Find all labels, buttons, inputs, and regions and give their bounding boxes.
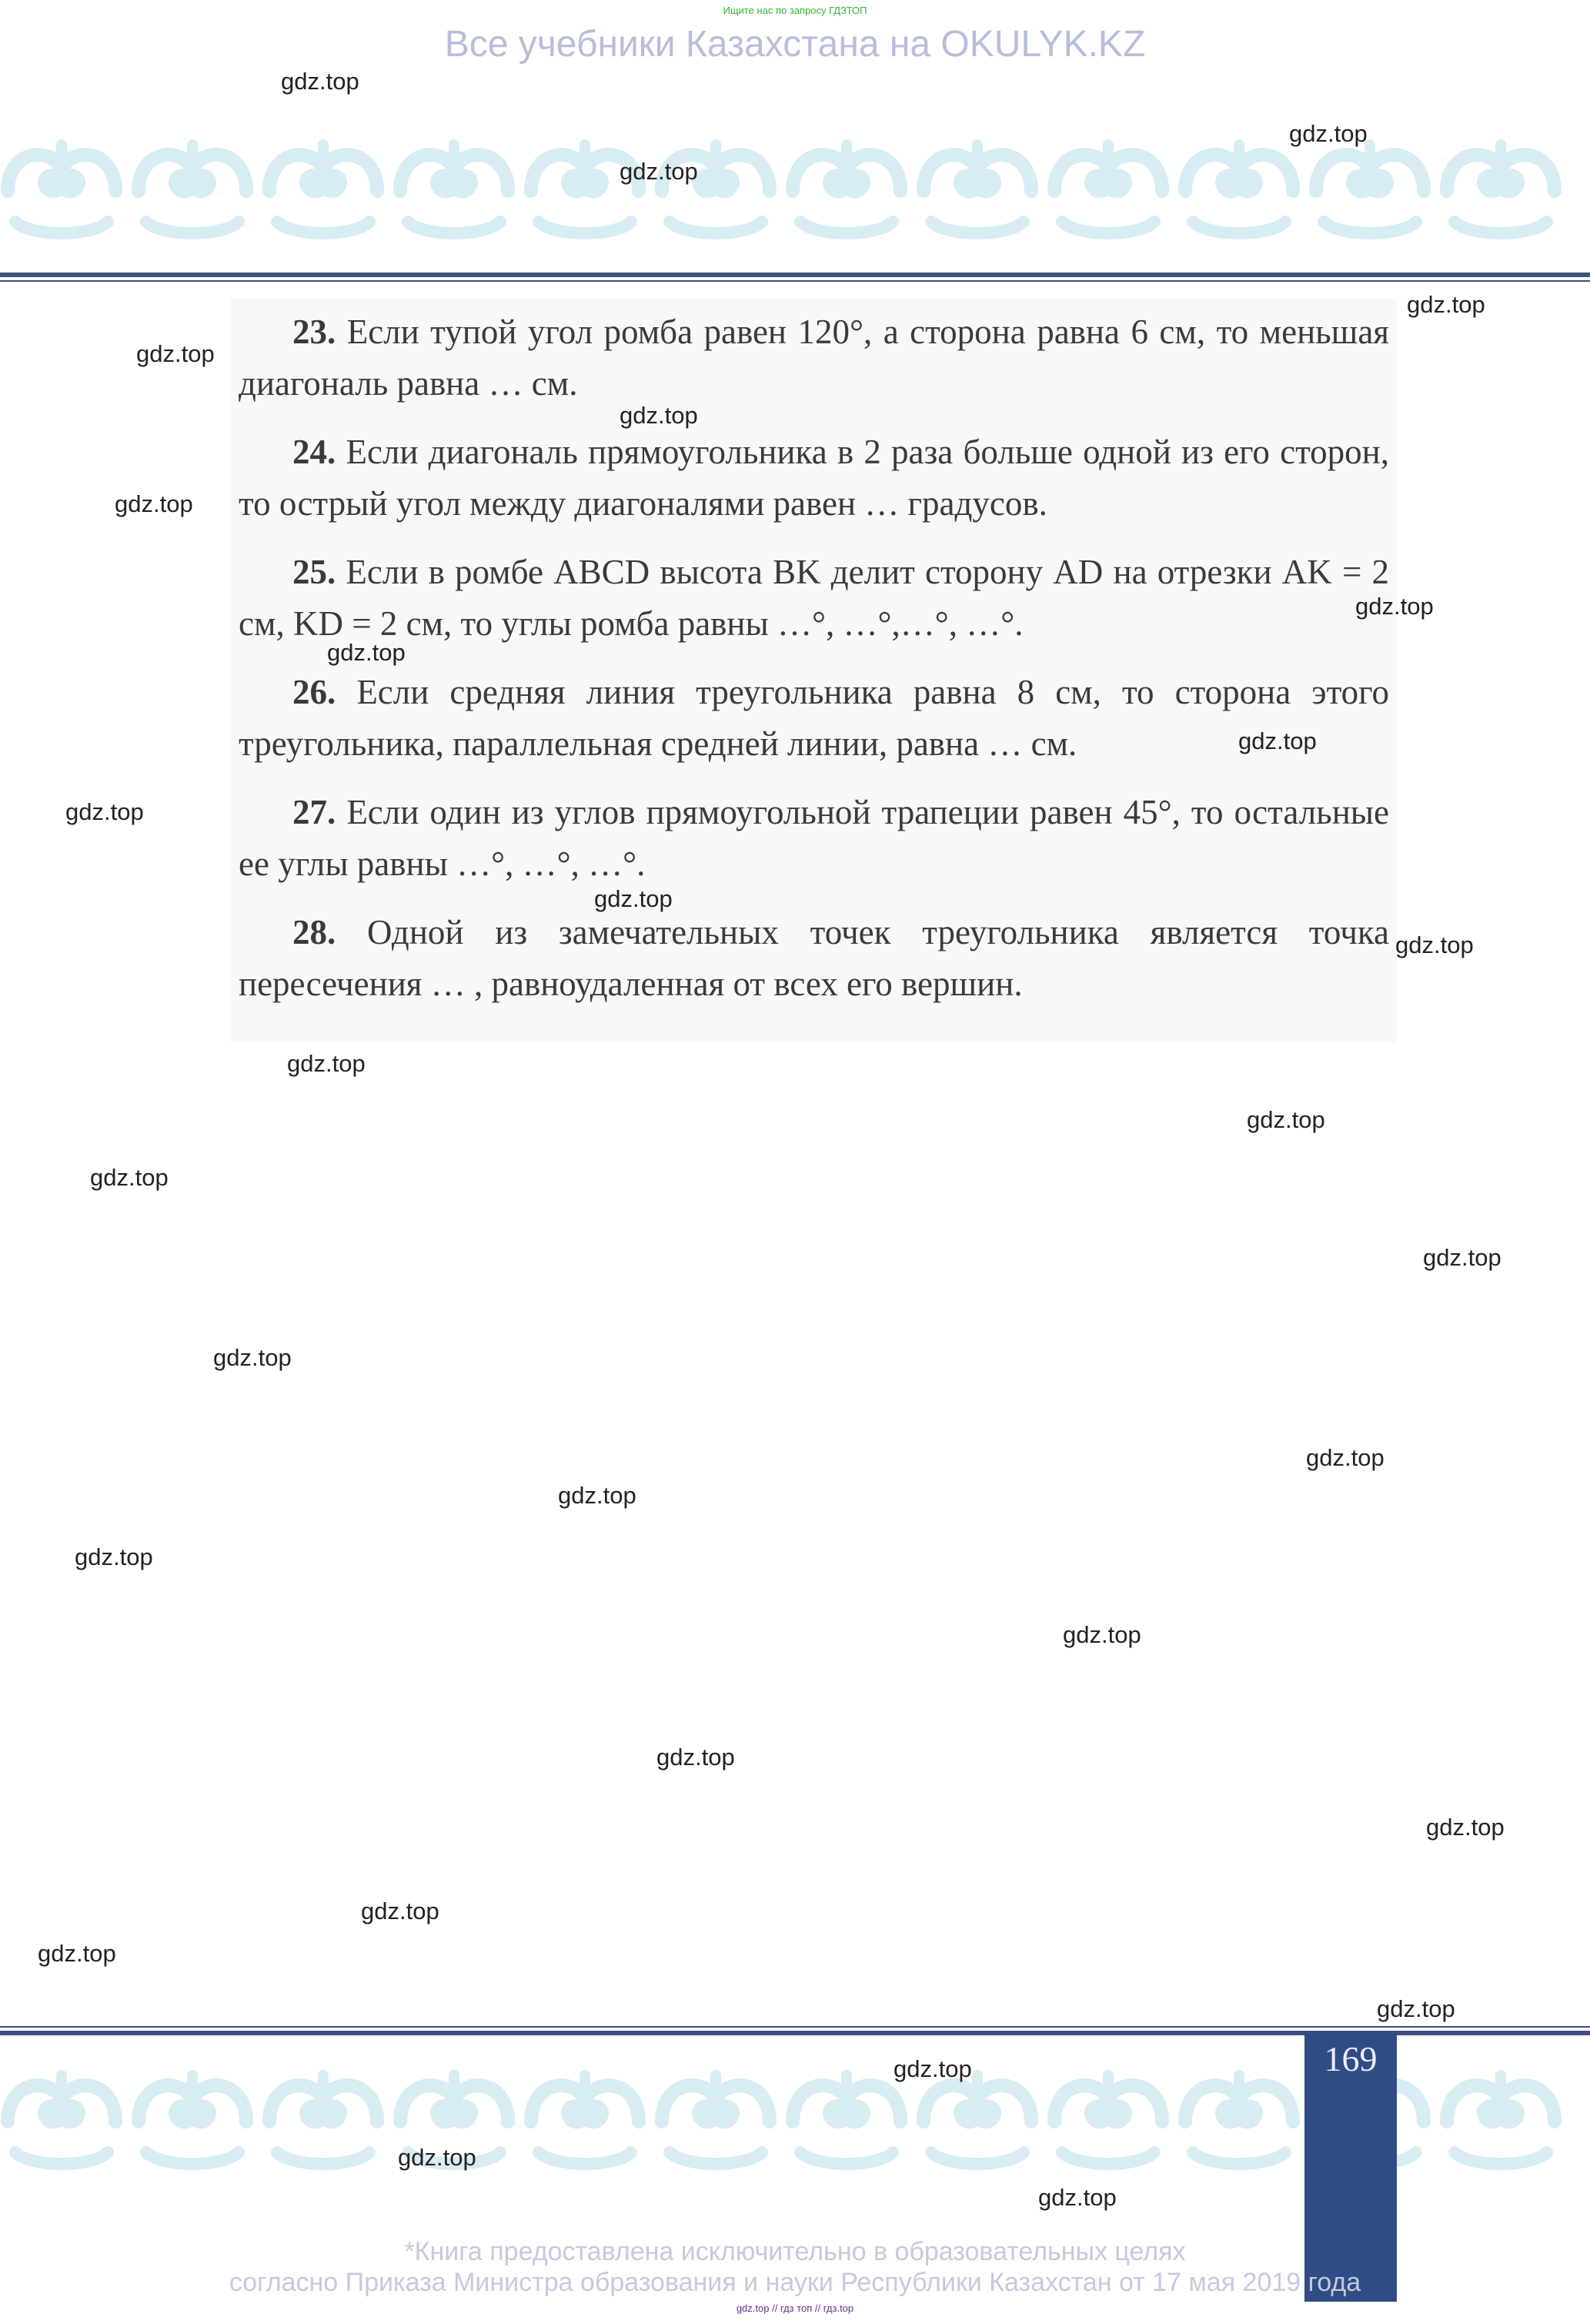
watermark: gdz.top bbox=[620, 158, 698, 185]
problem-27: 27. Если один из углов прямоугольной трапеции равен 45°, то остальные ее углы равны …°, …°, …°. bbox=[239, 793, 1389, 883]
watermark: gdz.top bbox=[1038, 2184, 1117, 2211]
watermark: gdz.top bbox=[75, 1543, 153, 1570]
watermark: gdz.top bbox=[1306, 1444, 1385, 1471]
top-ornament bbox=[0, 137, 1590, 245]
watermark: gdz.top bbox=[115, 490, 193, 517]
problem-list bbox=[231, 299, 1397, 1042]
watermark: gdz.top bbox=[1395, 931, 1474, 958]
watermark: gdz.top bbox=[90, 1164, 169, 1191]
watermark: gdz.top bbox=[1238, 727, 1317, 754]
problem-26: 26. Если средняя линия треугольника равна 8 см, то сторона этого треугольника, параллельная средней линии, равна … см. bbox=[239, 673, 1389, 763]
search-hint: Ищите нас по запросу ГДЗТОП bbox=[723, 5, 867, 16]
watermark: gdz.top bbox=[361, 1898, 439, 1924]
problem-25: 25. Если в ромбе ABCD высота BK делит сторону AD на отрезки AK = 2 см, KD = 2 см, то углы ромба равны …°, …°,…°, …°. bbox=[239, 553, 1389, 643]
watermark: gdz.top bbox=[65, 798, 144, 825]
problem-24: 24. Если диагональ прямоугольника в 2 раза больше одной из его сторон, то острый угол между диагоналями равен … градусов. bbox=[239, 433, 1389, 523]
page-number: 169 bbox=[1324, 2039, 1378, 2078]
watermark: gdz.top bbox=[327, 639, 406, 666]
watermark: gdz.top bbox=[1247, 1106, 1325, 1133]
footer-line-1: *Книга предоставлена исключительно в образовательных целях bbox=[404, 2237, 1186, 2266]
watermark: gdz.top bbox=[1377, 1995, 1455, 2022]
watermark: gdz.top bbox=[287, 1050, 366, 1077]
footer-links[interactable]: gdz.top // гдз топ // гдз.top bbox=[736, 2302, 854, 2314]
watermark: gdz.top bbox=[1355, 593, 1434, 620]
watermark: gdz.top bbox=[894, 2055, 972, 2082]
problem-28: 28. Одной из замечательных точек треугольника является точка пересечения … , равноудаленная от всех его вершин. bbox=[239, 913, 1389, 1003]
watermark: gdz.top bbox=[1407, 291, 1485, 318]
watermark: gdz.top bbox=[1423, 1244, 1501, 1271]
watermark: gdz.top bbox=[398, 2144, 476, 2171]
watermark: gdz.top bbox=[620, 402, 698, 429]
watermark: gdz.top bbox=[656, 1744, 735, 1771]
top-rule bbox=[0, 273, 1590, 277]
watermark: gdz.top bbox=[1289, 120, 1368, 147]
watermark: gdz.top bbox=[136, 340, 215, 367]
problem-23: 23. Если тупой угол ромба равен 120°, а сторона равна 6 см, то меньшая диагональ равна … см. bbox=[239, 313, 1389, 403]
watermark: gdz.top bbox=[1426, 1814, 1505, 1841]
site-banner[interactable]: Все учебники Казахстана на OKULYK.KZ bbox=[444, 24, 1146, 65]
watermark: gdz.top bbox=[1063, 1621, 1141, 1648]
top-rule-thin bbox=[0, 280, 1590, 282]
watermark: gdz.top bbox=[594, 885, 673, 912]
watermark: gdz.top bbox=[281, 68, 359, 95]
watermark: gdz.top bbox=[213, 1344, 292, 1371]
bottom-rule-thin bbox=[0, 2026, 1590, 2028]
footer-line-2: согласно Приказа Министра образования и науки Республики Казахстан от 17 мая 2019 года bbox=[229, 2268, 1361, 2297]
watermark: gdz.top bbox=[38, 1940, 116, 1967]
watermark: gdz.top bbox=[558, 1482, 636, 1509]
